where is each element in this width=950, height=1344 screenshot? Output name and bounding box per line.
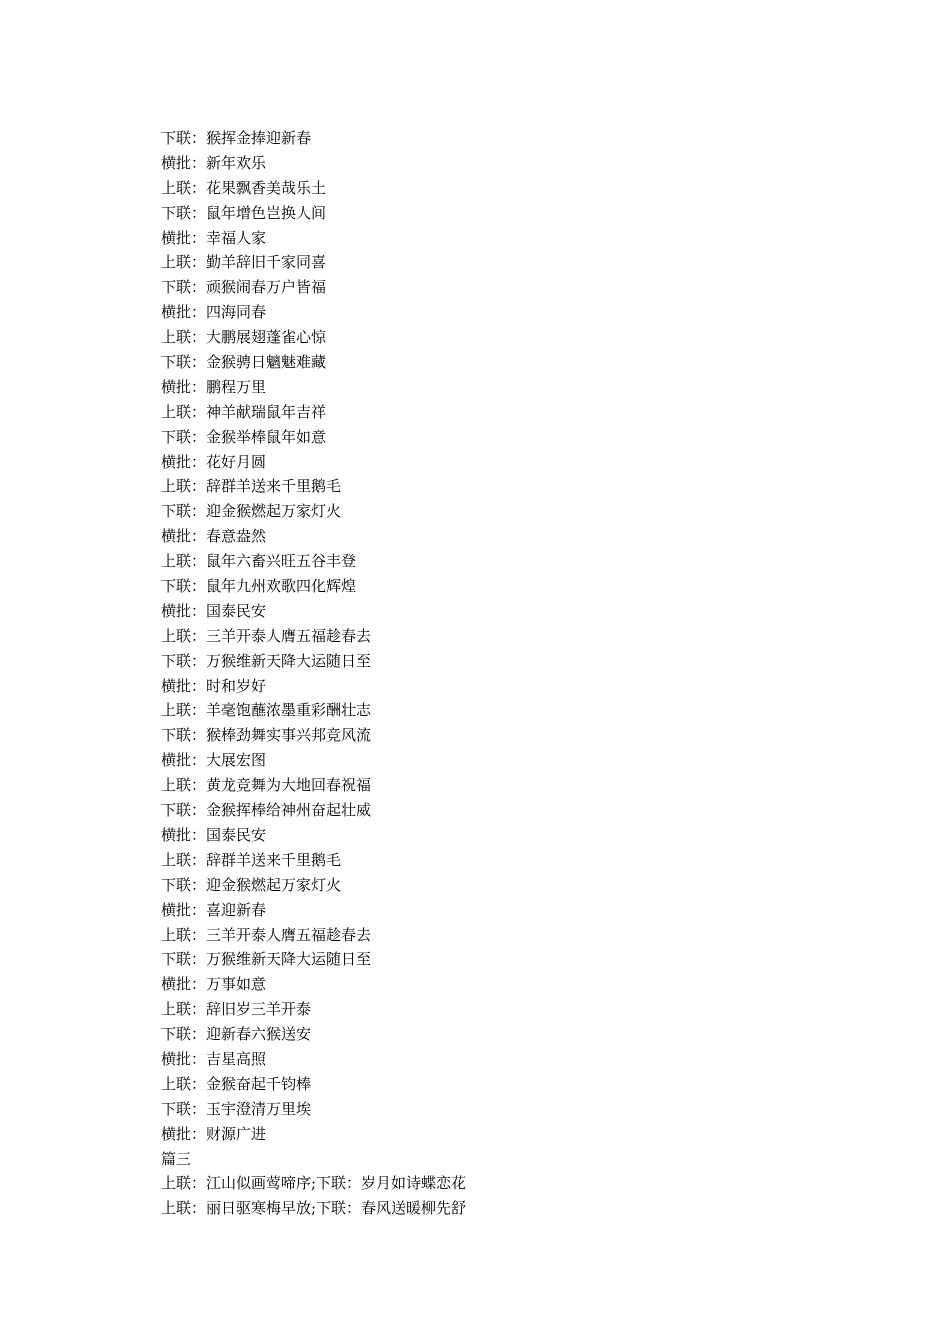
- text-line: 横批：国泰民安: [161, 601, 267, 620]
- text-line: 下联：迎金猴燃起万家灯火: [161, 502, 342, 521]
- text-line: 上联：羊毫饱蘸浓墨重彩酬壮志: [161, 701, 372, 720]
- text-line: 上联：辞旧岁三羊开泰: [161, 1000, 312, 1019]
- text-line: 横批：四海同春: [161, 303, 267, 322]
- text-line: 下联：迎新春六猴送安: [161, 1025, 312, 1044]
- text-line: 上联：神羊献瑞鼠年吉祥: [161, 402, 327, 421]
- text-line: 横批：大展宏图: [161, 751, 267, 770]
- text-line: 横批：春意盎然: [161, 527, 267, 546]
- text-line: 下联：金猴骋日魑魅难藏: [161, 353, 327, 372]
- text-line: 上联：金猴奋起千钧棒: [161, 1074, 312, 1093]
- text-line: 横批：花好月圆: [161, 452, 267, 471]
- text-line: 横批：幸福人家: [161, 228, 267, 247]
- text-line: 下联：猴棒劲舞实事兴邦竞风流: [161, 726, 372, 745]
- text-line: 下联：鼠年九州欢歌四化辉煌: [161, 577, 357, 596]
- text-line: 下联：猴挥金捧迎新春: [161, 129, 312, 147]
- document-body: [161, 126, 861, 1221]
- text-line: 横批：新年欢乐: [161, 153, 267, 172]
- text-line: 下联：顽猴闹春万户皆福: [161, 278, 327, 297]
- text-line: 下联：玉宇澄清万里埃: [161, 1099, 312, 1118]
- text-line: 横批：国泰民安: [161, 825, 267, 844]
- text-line: 下联：金猴举棒鼠年如意: [161, 427, 327, 446]
- text-line: 上联：鼠年六畜兴旺五谷丰登: [161, 552, 357, 571]
- text-line: 横批：吉星高照: [161, 1049, 267, 1068]
- text-line: 上联：辞群羊送来千里鹅毛: [161, 850, 342, 869]
- text-line: 下联：迎金猴燃起万家灯火: [161, 875, 342, 894]
- text-line: 上联：三羊开泰人膺五福趁春去: [161, 626, 372, 645]
- text-line: 上联：丽日驱寒梅早放;下联：春风送暖柳先舒: [161, 1199, 467, 1218]
- text-line: 上联：江山似画莺啼序;下联：岁月如诗蝶恋花: [161, 1174, 467, 1193]
- text-line: 上联：花果飘香美哉乐土: [161, 178, 327, 197]
- text-line: 横批：财源广进: [161, 1124, 267, 1143]
- text-line: 上联：勤羊辞旧千家同喜: [161, 253, 327, 272]
- text-line: 上联：辞群羊送来千里鹅毛: [161, 477, 342, 496]
- text-line: 横批：万事如意: [161, 975, 267, 994]
- text-line: 下联：万猴维新天降大运随日至: [161, 651, 372, 670]
- text-line: 下联：金猴挥棒给神州奋起壮威: [161, 801, 372, 820]
- text-line: 横批：鹏程万里: [161, 377, 267, 396]
- text-line: 下联：鼠年增色岂换人间: [161, 203, 327, 222]
- text-line: 下联：万猴维新天降大运随日至: [161, 950, 372, 969]
- text-line: 上联：三羊开泰人膺五福趁春去: [161, 925, 372, 944]
- text-line: 篇三: [161, 1149, 192, 1168]
- text-line: 横批：时和岁好: [161, 676, 267, 695]
- text-line: 横批：喜迎新春: [161, 900, 267, 919]
- text-line: 上联：黄龙竞舞为大地回春祝福: [161, 776, 372, 795]
- text-line: 上联：大鹏展翅蓬雀心惊: [161, 328, 327, 347]
